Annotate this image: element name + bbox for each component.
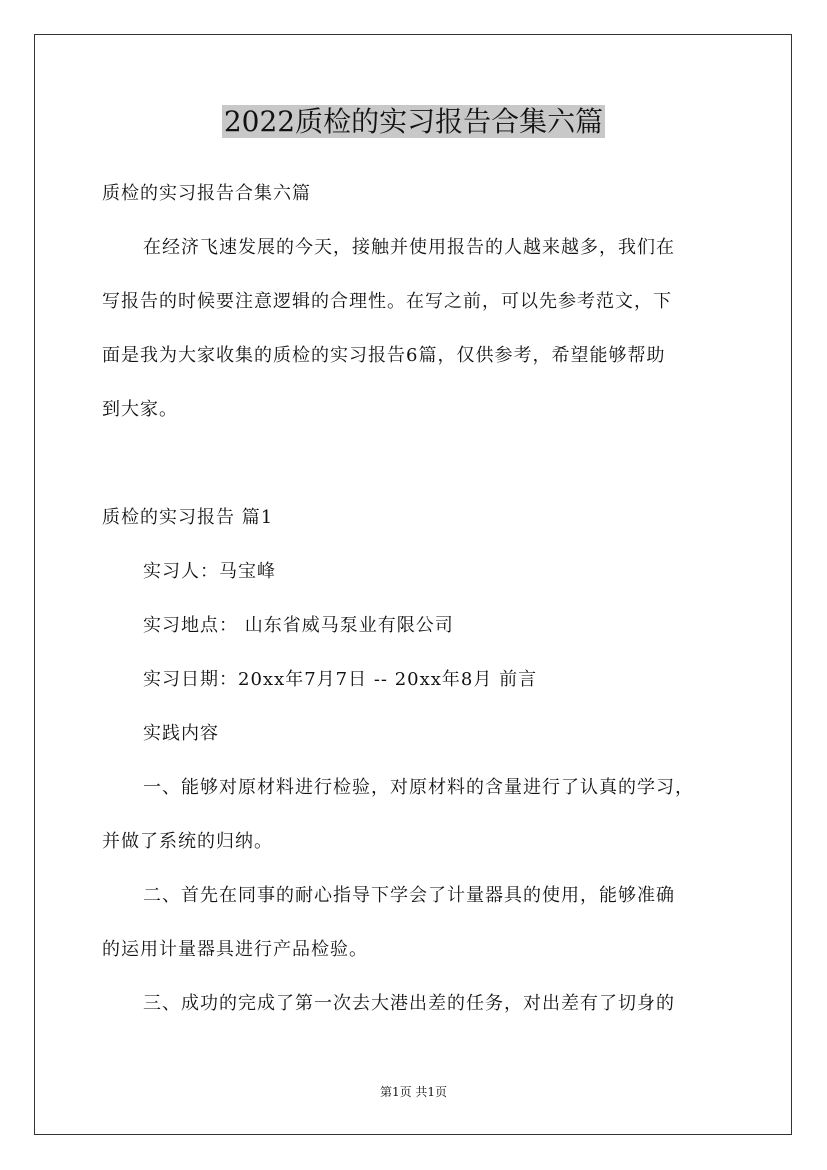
intern-location: 实习地点： 山东省威马泵业有限公司 xyxy=(143,615,454,636)
intern-name: 实习人：马宝峰 xyxy=(143,561,276,582)
document-title xyxy=(0,102,827,142)
section-heading: 质检的实习报告 篇1 xyxy=(102,507,274,528)
practice-heading: 实践内容 xyxy=(143,723,219,744)
page-footer: 第1页 共1页 xyxy=(379,1085,448,1099)
intro-line-4: 到大家。 xyxy=(102,399,178,420)
intro-line-2: 写报告的时候要注意逻辑的合理性。在写之前，可以先参考范文，下 xyxy=(102,291,672,312)
body-line-5: 三、成功的完成了第一次去大港出差的任务，对出差有了切身的 xyxy=(143,993,675,1014)
body-line-3: 二、首先在同事的耐心指导下学会了计量器具的使用，能够准确 xyxy=(143,885,675,906)
document-subtitle: 质检的实习报告合集六篇 xyxy=(102,183,311,204)
body-line-4: 的运用计量器具进行产品检验。 xyxy=(102,939,368,960)
intro-line-3: 面是我为大家收集的质检的实习报告6篇，仅供参考，希望能够帮助 xyxy=(102,345,666,366)
intro-line-1: 在经济飞速发展的今天，接触并使用报告的人越来越多，我们在 xyxy=(143,237,675,258)
body-line-2: 并做了系统的归纳。 xyxy=(102,831,273,852)
body-line-1: 一、能够对原材料进行检验，对原材料的含量进行了认真的学习， xyxy=(143,777,694,798)
intern-date: 实习日期：20xx年7月7日 -- 20xx年8月 前言 xyxy=(143,669,538,690)
document-title-text: 2022质检的实习报告合集六篇 xyxy=(223,105,604,138)
